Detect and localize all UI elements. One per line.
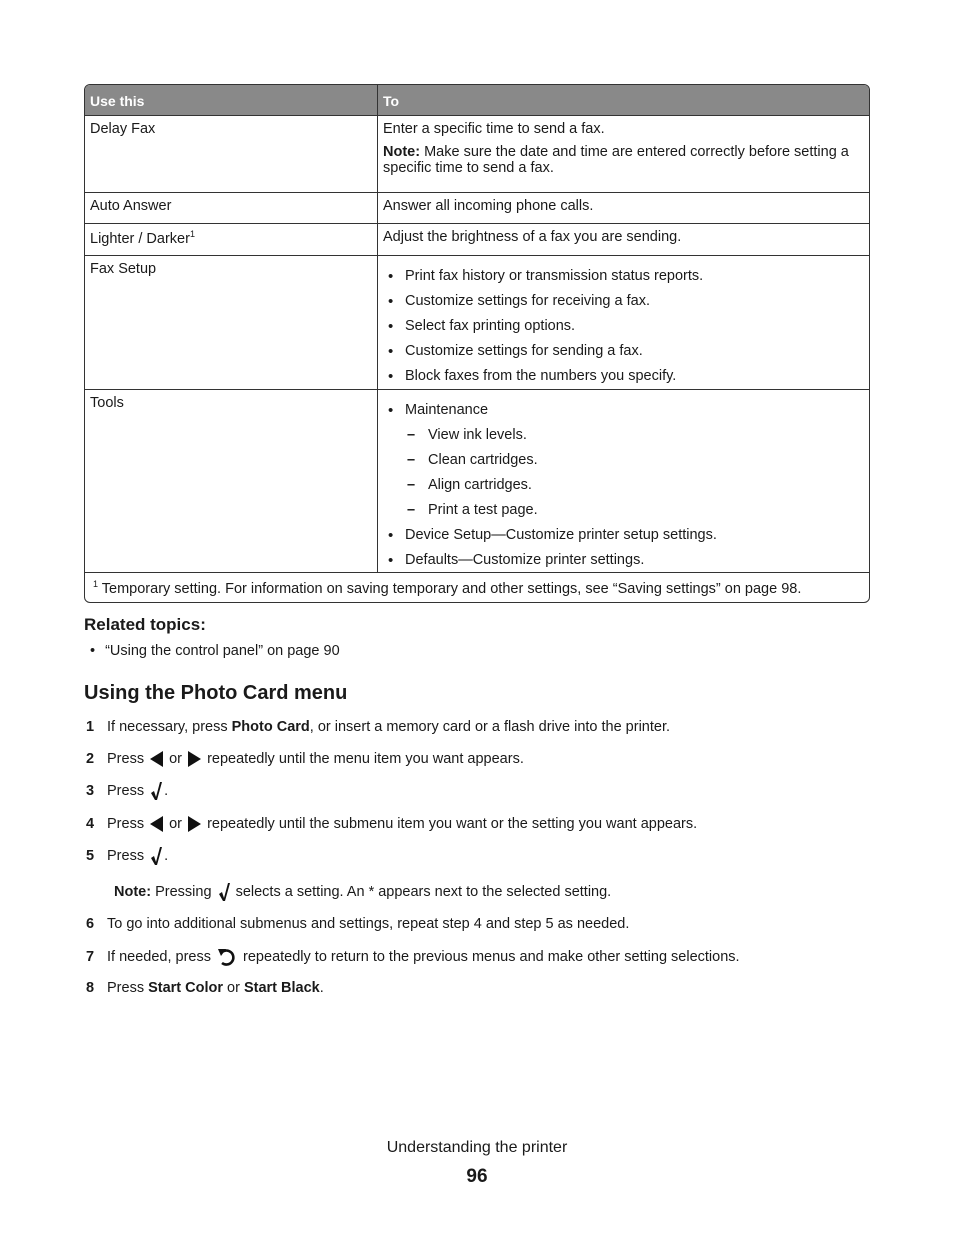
- related-topics-item[interactable]: [90, 643, 340, 659]
- sub-list-item: – View ink levels.: [428, 423, 864, 448]
- table-row: [85, 115, 869, 192]
- footer-title: Understanding the printer: [386, 1139, 568, 1156]
- list-item: • Print fax history or transmission status reports.: [405, 264, 864, 289]
- step-2: 2 Press or repeatedly until the menu item you want appears.: [86, 748, 866, 780]
- row-label: Delay Fax: [85, 116, 378, 192]
- related-link[interactable]: “Using the control panel” on page 90: [105, 643, 340, 659]
- table-row: [85, 255, 869, 389]
- checkmark-icon: [218, 882, 230, 902]
- right-arrow-icon: [188, 751, 201, 767]
- sub-list-item: – Align cartridges.: [428, 473, 864, 498]
- row-description: Enter a specific time to send a fax.: [383, 121, 605, 137]
- step-8: 8 Press Start Color or Start Black.: [86, 977, 866, 1009]
- step-7: 7 If needed, press repeatedly to return to the previous menus and make other setting selections.: [86, 946, 866, 977]
- step-6: 6 To go into additional submenus and settings, repeat step 4 and step 5 as needed.: [86, 913, 866, 946]
- footnote-ref: 1: [189, 229, 195, 239]
- row-label: Fax Setup: [85, 256, 378, 389]
- step-4: 4 Press or repeatedly until the submenu item you want or the setting you want appears.: [86, 813, 866, 845]
- footnote-text: Temporary setting. For information on saving temporary and other settings, see “Saving settings” on page 98.: [98, 580, 802, 597]
- list-item: • Block faxes from the numbers you specify.: [405, 364, 864, 389]
- step-5: 5 Press .: [86, 845, 866, 879]
- step-number: 5: [86, 848, 95, 864]
- steps-list: [86, 716, 866, 1009]
- row-label: Lighter / Darker: [90, 230, 190, 247]
- bullet-icon: •: [90, 643, 96, 659]
- step-3: 3 Press .: [86, 780, 866, 813]
- note-text: Make sure the date and time are entered correctly before setting a specific time to send a fax.: [383, 144, 849, 176]
- row-label: Auto Answer: [85, 193, 378, 223]
- step-number: 7: [86, 949, 95, 965]
- table-header: [85, 85, 869, 115]
- table-row: [85, 192, 869, 223]
- row-label: Tools: [85, 390, 378, 572]
- step-number: 4: [86, 816, 95, 832]
- sub-list-item: – Clean cartridges.: [428, 448, 864, 473]
- row-note: [383, 144, 864, 176]
- list-item: • Device Setup—Customize printer setup settings.: [405, 523, 864, 548]
- list-item-label: Maintenance: [405, 402, 489, 418]
- list-item: [405, 398, 864, 523]
- left-arrow-icon: [150, 816, 163, 832]
- header-use-this: Use this: [85, 85, 378, 115]
- table-row: [85, 389, 869, 572]
- settings-table: [84, 84, 870, 603]
- footnote-mark: 1: [93, 579, 99, 589]
- checkmark-icon: [150, 781, 162, 801]
- button-name: Photo Card: [231, 719, 310, 735]
- table-footnote: [85, 572, 869, 602]
- bullet-list: [383, 398, 864, 573]
- left-arrow-icon: [150, 751, 163, 767]
- button-name: Start Black: [243, 980, 320, 996]
- back-arrow-icon: [217, 947, 237, 967]
- page-number: 96: [466, 1166, 488, 1187]
- step-1: 1 If necessary, press Photo Card, or insert a memory card or a flash drive into the printer.: [86, 716, 866, 748]
- header-to: To: [383, 93, 400, 109]
- right-arrow-icon: [188, 816, 201, 832]
- list-item: • Customize settings for receiving a fax.: [405, 289, 864, 314]
- step-number: 1: [86, 719, 95, 735]
- row-description: Answer all incoming phone calls.: [383, 198, 594, 214]
- row-description: Adjust the brightness of a fax you are sending.: [383, 229, 682, 245]
- note-label: Note:: [383, 144, 421, 160]
- button-name: Start Color: [148, 980, 224, 996]
- step-number: 2: [86, 751, 95, 767]
- table-row: [85, 223, 869, 255]
- section-title: Using the Photo Card menu: [84, 682, 348, 704]
- sub-list-item: – Print a test page.: [428, 498, 864, 523]
- bullet-list: [383, 264, 864, 389]
- checkmark-icon: [150, 846, 162, 866]
- step-note: Note: Pressing selects a setting. An * appears next to the selected setting.: [86, 881, 866, 913]
- step-number: 6: [86, 916, 95, 932]
- sub-list: [405, 423, 864, 523]
- step-number: 8: [86, 980, 95, 996]
- list-item: • Select fax printing options.: [405, 314, 864, 339]
- list-item: • Defaults—Customize printer settings.: [405, 548, 864, 573]
- list-item: • Customize settings for sending a fax.: [405, 339, 864, 364]
- related-topics-heading: Related topics:: [84, 615, 206, 634]
- step-number: 3: [86, 783, 95, 799]
- note-label: Note:: [114, 884, 152, 900]
